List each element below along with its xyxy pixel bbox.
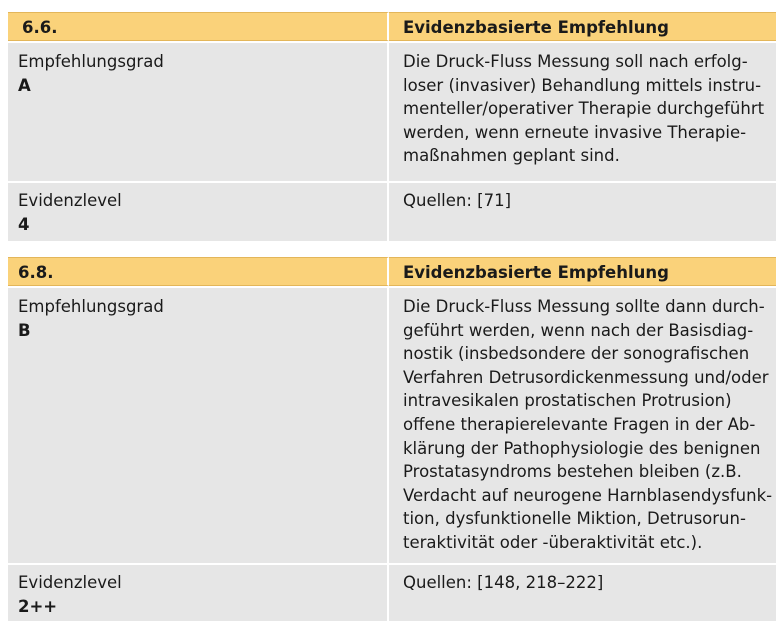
grade-cell (8, 43, 389, 181)
recommendation-text (389, 43, 776, 181)
table-row-level (8, 183, 776, 241)
level-cell (8, 183, 389, 241)
table-row-grade (8, 43, 776, 181)
level-value: 2++ (18, 596, 58, 616)
recommendation-text (389, 288, 776, 563)
text-line: geführt werden, wenn nach der Basisdiag- (403, 320, 754, 340)
level-value: 4 (18, 214, 30, 234)
sources-text: Quellen: [148, 218–222] (403, 573, 604, 592)
table-row-level (8, 565, 776, 621)
level-label: Evidenzlevel (18, 191, 122, 210)
table-row-grade (8, 288, 776, 563)
recommendation-table-6-6 (8, 12, 776, 241)
text-line: intravesikalen prostatischen Protrusion) (403, 391, 732, 411)
grade-label: Empfehlungsgrad (18, 52, 164, 71)
recommendation-table-6-8 (8, 257, 776, 621)
recommendation-number: 6.8. (8, 257, 389, 286)
text-line: menteller/operativer Therapie durchgeführt (403, 99, 765, 119)
text-line: Prostatasyndroms bestehen bleiben (z.B. (403, 462, 742, 482)
text-line: werden, wenn erneute invasive Therapie- (403, 122, 747, 142)
sources-cell (389, 565, 776, 621)
text-line: loser (invasiver) Behandlung mittels instru- (403, 75, 762, 95)
grade-value: A (18, 75, 31, 95)
recommendation-heading: Evidenzbasierte Empfehlung (389, 12, 776, 41)
level-cell (8, 565, 389, 621)
text-line: Die Druck-Fluss Messung soll nach erfolg- (403, 52, 748, 71)
grade-value: B (18, 320, 31, 340)
sources-cell (389, 183, 776, 241)
level-label: Evidenzlevel (18, 573, 122, 592)
text-line: Verfahren Detrusordickenmessung und/oder (403, 367, 769, 387)
recommendation-number: 6.6. (8, 12, 389, 41)
text-line: Verdacht auf neurogene Harnblasendysfunk- (403, 485, 773, 505)
text-line: offene therapierelevante Fragen in der Ab- (403, 414, 756, 434)
table-header-row (8, 12, 776, 41)
table-header-row (8, 257, 776, 286)
recommendation-heading: Evidenzbasierte Empfehlung (389, 257, 776, 286)
sources-text: Quellen: [71] (403, 191, 512, 210)
text-line: klärung der Pathophysiologie des benignen (403, 438, 761, 458)
text-line: nostik (insbedsondere der sonografischen (403, 344, 750, 364)
text-line: maßnahmen geplant sind. (403, 146, 620, 166)
text-line: tion, dysfunktionelle Miktion, Detrusorun- (403, 509, 746, 529)
grade-cell (8, 288, 389, 563)
text-line: Die Druck-Fluss Messung sollte dann durch- (403, 297, 765, 316)
grade-label: Empfehlungsgrad (18, 297, 164, 316)
text-line: teraktivität oder -überaktivität etc.). (403, 532, 703, 552)
